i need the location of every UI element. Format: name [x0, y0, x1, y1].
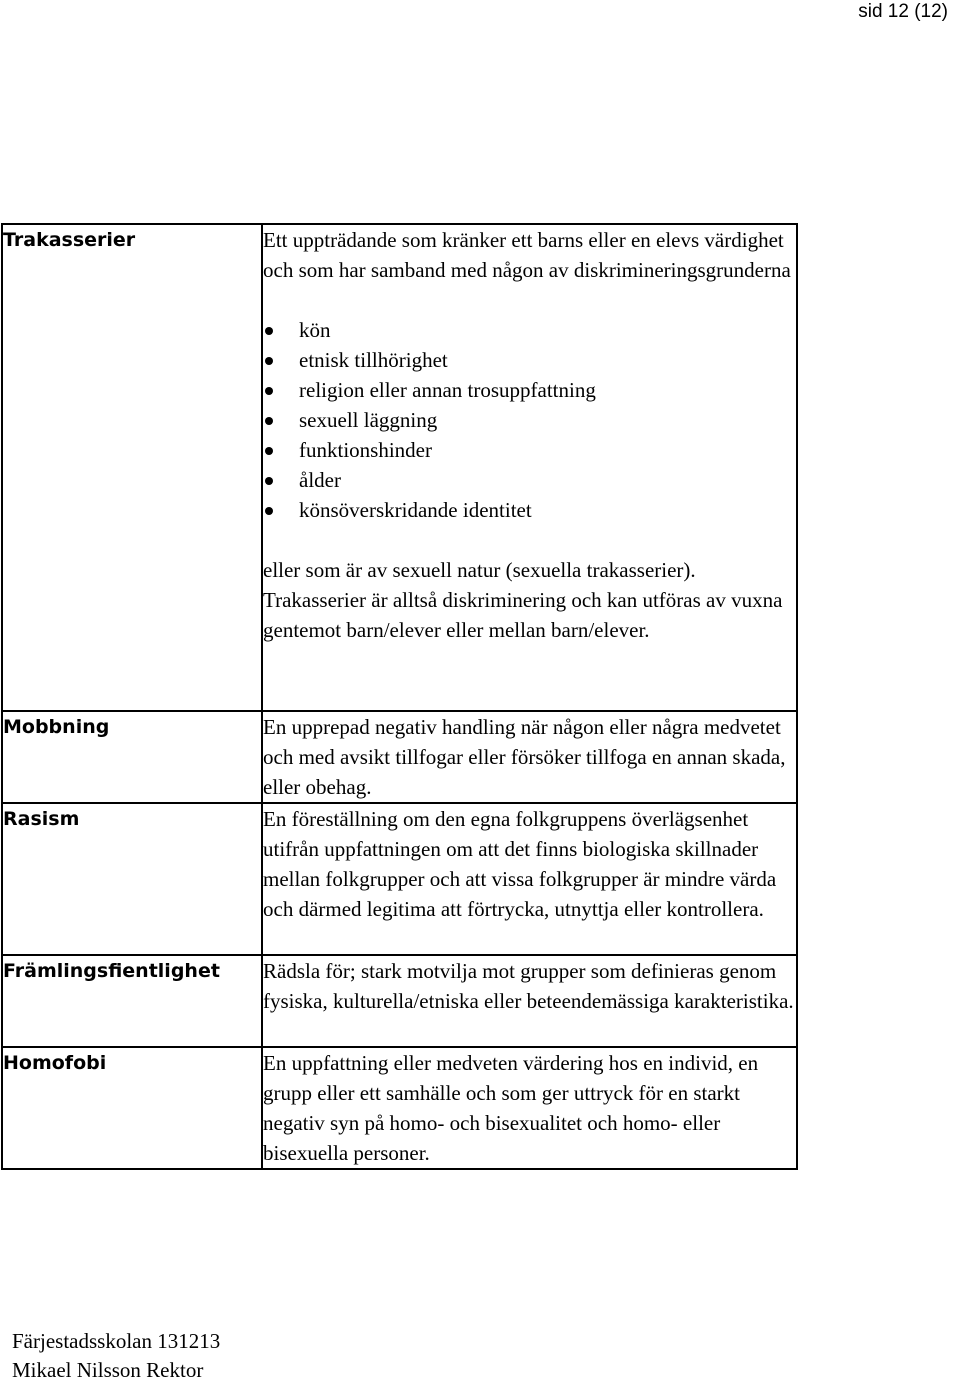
- definition-mobbning: En upprepad negativ handling när någon eller några medvetet och med avsikt tillfogar eller försöker tillfoga en annan skada, eller obehag.: [262, 711, 797, 803]
- term-trakasserier: Trakasserier: [2, 224, 262, 711]
- term-framlingsfientlighet: Främlingsfientlighet: [2, 955, 262, 1047]
- list-item: funktionshinder: [263, 435, 796, 465]
- term-mobbning: Mobbning: [2, 711, 262, 803]
- footer-school: Färjestadsskolan 131213: [12, 1329, 221, 1353]
- footer: [12, 1327, 220, 1385]
- term-rasism: Rasism: [2, 803, 262, 955]
- discrimination-grounds-list: [263, 315, 796, 525]
- table-row: [2, 803, 797, 955]
- definition-trakasserier: [262, 224, 797, 711]
- table-row: [2, 955, 797, 1047]
- footer-author: Mikael Nilsson Rektor: [12, 1358, 204, 1382]
- list-item: religion eller annan trosuppfattning: [263, 375, 796, 405]
- list-item: ålder: [263, 465, 796, 495]
- definition-homofobi: En uppfattning eller medveten värdering hos en individ, en grupp eller ett samhälle och som ger uttryck för en starkt negativ syn på homo- och bisexualitet och homo- eller bisexuella personer.: [262, 1047, 797, 1169]
- definition-rasism: En föreställning om den egna folkgruppens överlägsenhet utifrån uppfattningen om att det finns biologiska skillnader mellan folkgrupper och att vissa folkgrupper är mindre värda och därmed legitima att förtrycka, utnyttja eller kontrollera.: [262, 803, 797, 955]
- definitions-table: [1, 223, 798, 1170]
- table-row: [2, 711, 797, 803]
- list-item: könsöverskridande identitet: [263, 495, 796, 525]
- table-row: [2, 1047, 797, 1169]
- list-item: kön: [263, 315, 796, 345]
- definition-intro: Ett uppträdande som kränker ett barns eller en elevs värdighet och som har samband med någon av diskrimineringsgrunderna: [263, 228, 791, 282]
- page-number: sid 12 (12): [858, 1, 948, 22]
- table-row: [2, 224, 797, 711]
- definition-framlingsfientlighet: Rädsla för; stark motvilja mot grupper som definieras genom fysiska, kulturella/etniska eller beteendemässiga karakteristika.: [262, 955, 797, 1047]
- list-item: etnisk tillhörighet: [263, 345, 796, 375]
- list-item: sexuell läggning: [263, 405, 796, 435]
- definition-outro: eller som är av sexuell natur (sexuella trakasserier). Trakasserier är alltså diskriminering och kan utföras av vuxna gentemot barn/elever eller mellan barn/elever.: [263, 558, 783, 642]
- term-homofobi: Homofobi: [2, 1047, 262, 1169]
